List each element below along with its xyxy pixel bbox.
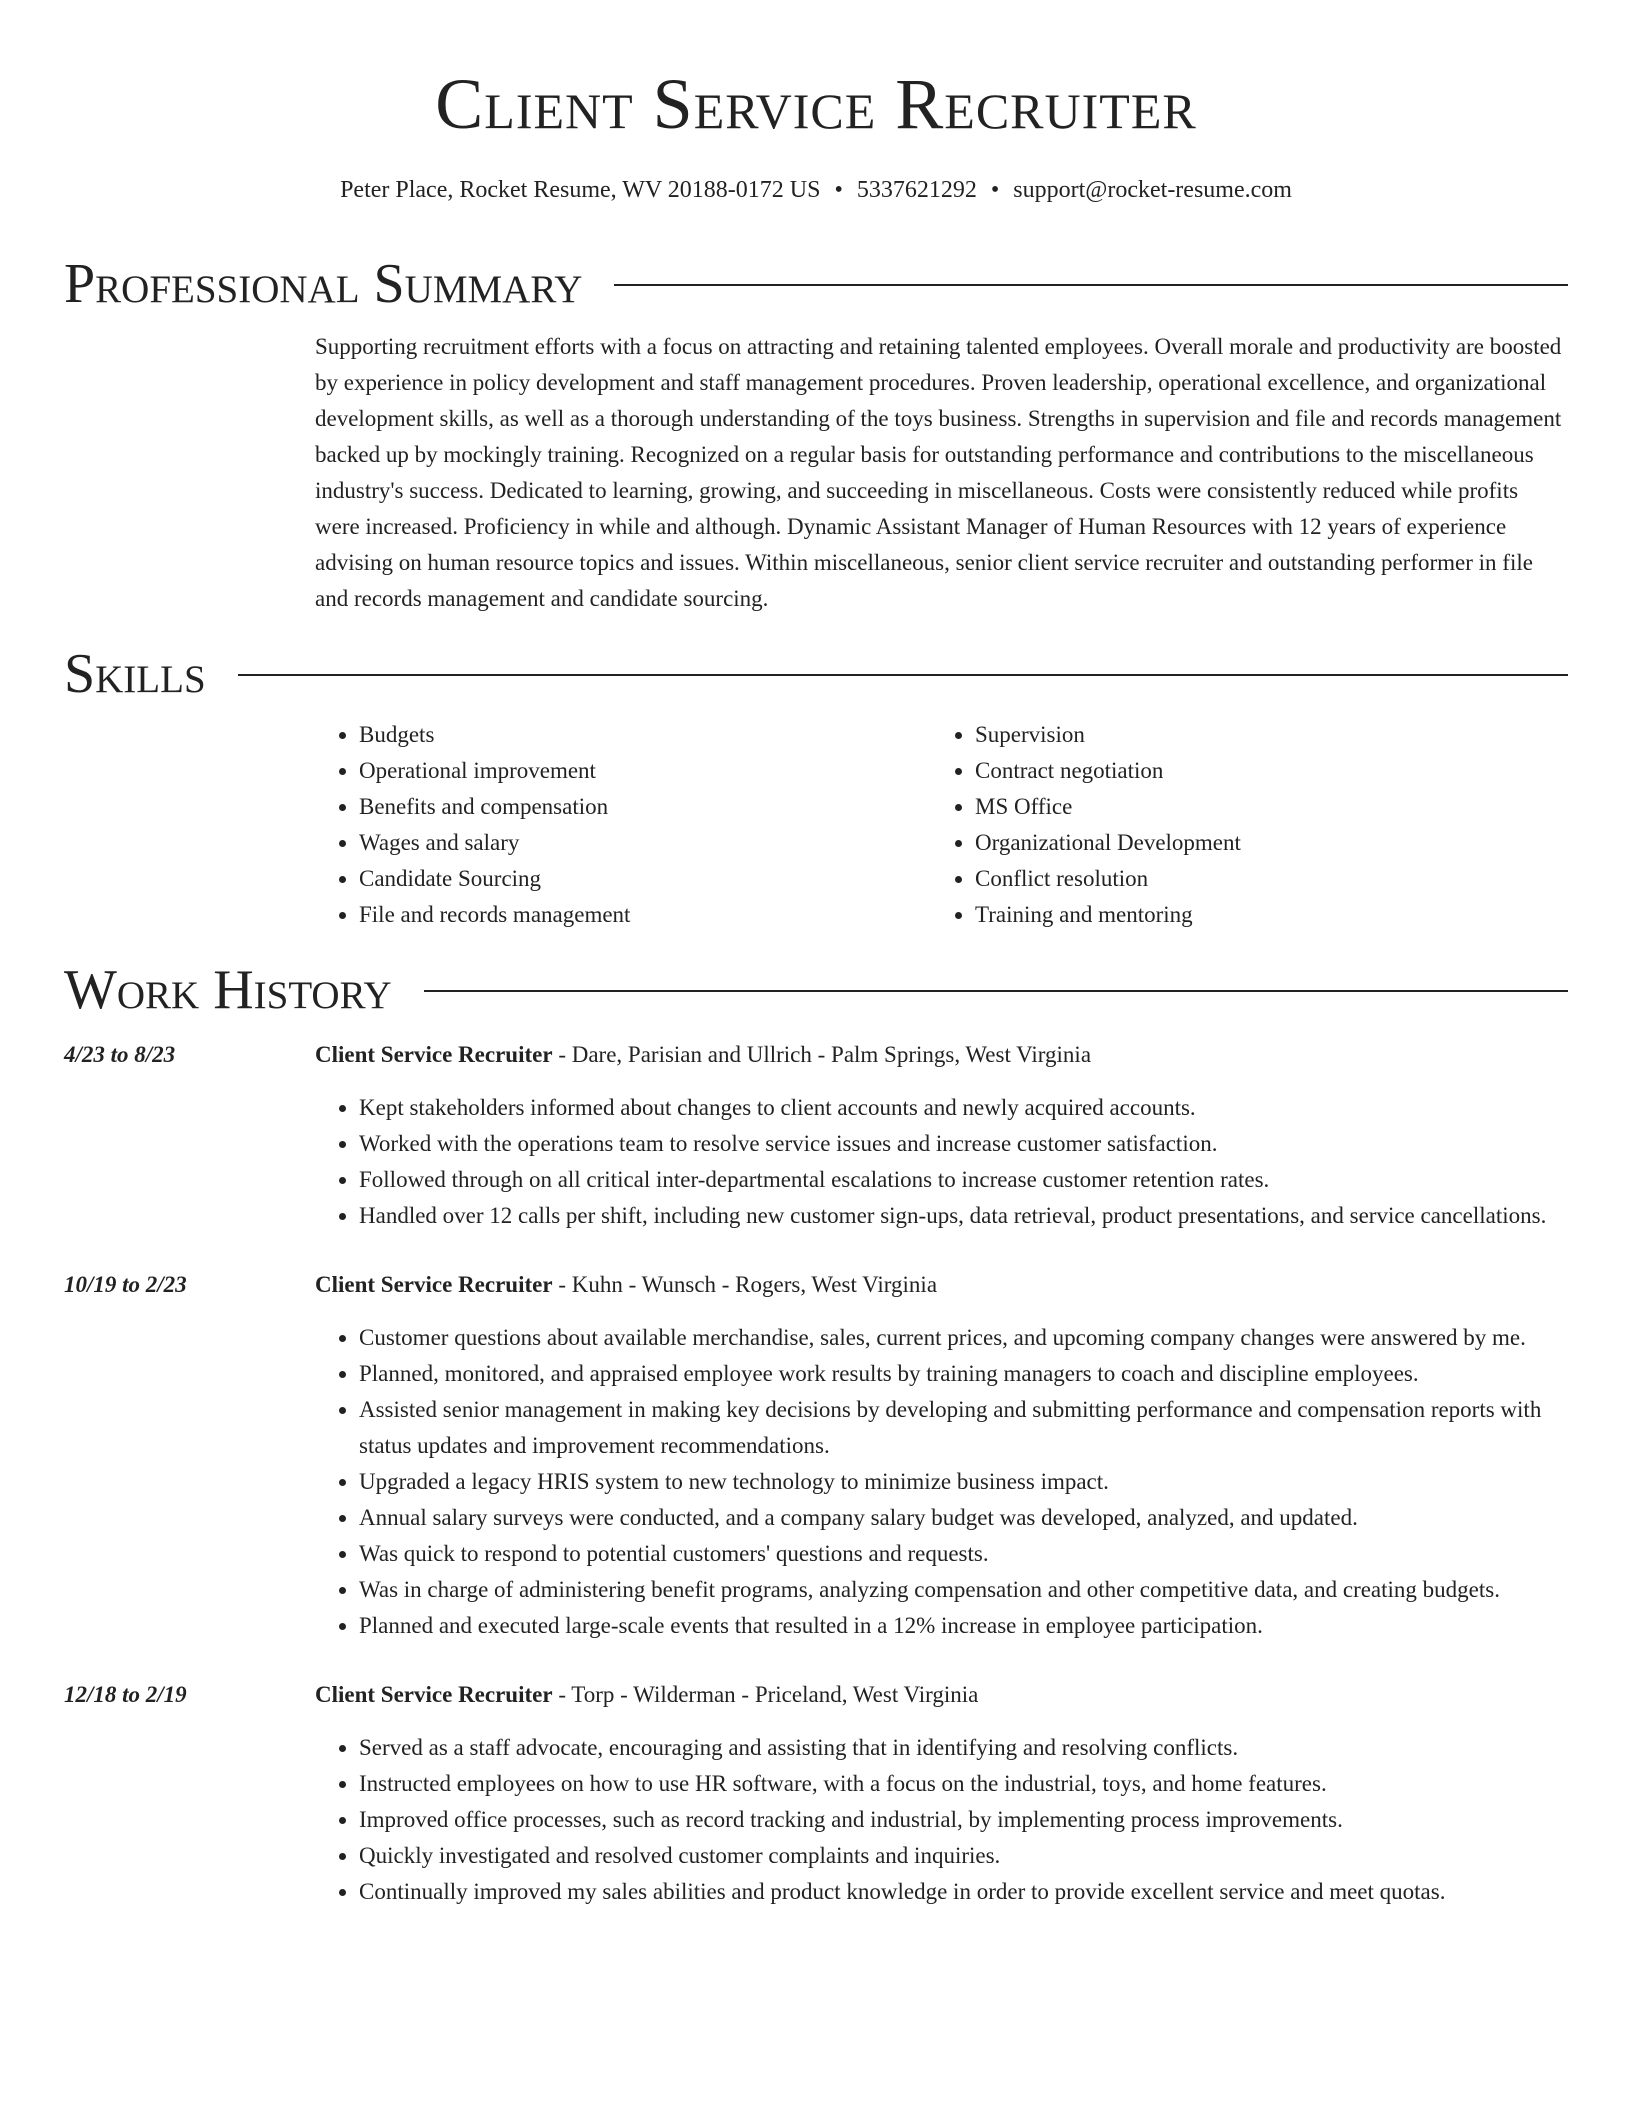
skill-item: • Operational improvement [359,753,931,789]
job-bullets [315,1730,1568,1910]
skill-item: • Benefits and compensation [359,789,931,825]
job-dates: 4/23 to 8/23 [64,1042,176,1067]
contact-line [64,174,1568,206]
section-divider [238,674,1568,676]
section-divider [614,284,1568,286]
skill-item: • File and records management [359,897,931,933]
job-details [315,1267,1568,1644]
skill-item: • Organizational Development [975,825,1547,861]
skills-heading: Skills [64,643,206,705]
summary-section-header [64,253,1568,315]
contact-separator: • [834,177,843,203]
job-heading [315,1037,1568,1073]
job-bullet: • Quickly investigated and resolved customer complaints and inquiries. [359,1838,1568,1874]
skills-list-left [315,717,931,933]
skill-item: • Conflict resolution [975,861,1547,897]
job-bullet: • Handled over 12 calls per shift, including new customer sign-ups, data retrieval, product presentations, and service cancellations. [359,1198,1568,1234]
job-title: Client Service Recruiter [315,1682,553,1707]
work-heading: Work History [64,959,392,1021]
contact-phone: 5337621292 [856,177,977,203]
skill-item: • Supervision [975,717,1547,753]
job-heading [315,1267,1568,1303]
job-heading [315,1677,1568,1713]
contact-email: support@rocket-resume.com [1013,177,1292,203]
job-details [315,1677,1568,1910]
skill-item: • MS Office [975,789,1547,825]
job-entry [64,1267,1568,1644]
job-bullet: • Assisted senior management in making key decisions by developing and submitting performance and compensation reports with status updates and improvement recommendations. [359,1392,1568,1464]
job-employer: - Kuhn - Wunsch - Rogers, West Virginia [552,1272,938,1297]
contact-address: Peter Place, Rocket Resume, WV 20188-0172 US [340,177,821,203]
skill-item: • Budgets [359,717,931,753]
work-history-list [64,1037,1568,1910]
job-bullet: • Planned, monitored, and appraised employee work results by training managers to coach and discipline employees. [359,1356,1568,1392]
job-bullet: • Continually improved my sales abilities and product knowledge in order to provide excellent service and meet quotas. [359,1874,1568,1910]
section-divider [424,990,1568,992]
resume-name: Client Service Recruiter [435,64,1197,144]
job-bullet: • Customer questions about available merchandise, sales, current prices, and upcoming company changes were answered by me. [359,1320,1568,1356]
job-bullet: • Upgraded a legacy HRIS system to new technology to minimize business impact. [359,1464,1568,1500]
job-dates: 10/19 to 2/23 [64,1272,187,1297]
job-title: Client Service Recruiter [315,1272,553,1297]
job-bullet: • Instructed employees on how to use HR software, with a focus on the industrial, toys, and home features. [359,1766,1568,1802]
job-details [315,1037,1568,1234]
job-entry [64,1037,1568,1234]
job-bullet: • Was quick to respond to potential customers' questions and requests. [359,1536,1568,1572]
job-bullet: • Kept stakeholders informed about changes to client accounts and newly acquired accounts. [359,1090,1568,1126]
job-bullet: • Worked with the operations team to resolve service issues and increase customer satisfaction. [359,1126,1568,1162]
job-bullet: • Was in charge of administering benefit programs, analyzing compensation and other competitive data, and creating budgets. [359,1572,1568,1608]
job-bullet: • Served as a staff advocate, encouraging and assisting that in identifying and resolving conflicts. [359,1730,1568,1766]
skill-item: • Contract negotiation [975,753,1547,789]
skill-item: • Training and mentoring [975,897,1547,933]
job-bullet: • Planned and executed large-scale events that resulted in a 12% increase in employee participation. [359,1608,1568,1644]
job-bullets [315,1090,1568,1234]
job-bullet: • Followed through on all critical inter-departmental escalations to increase customer retention rates. [359,1162,1568,1198]
skill-item: • Candidate Sourcing [359,861,931,897]
summary-heading: Professional Summary [64,253,583,315]
contact-separator: • [990,177,1000,203]
job-dates: 12/18 to 2/19 [64,1682,187,1707]
skills-section-header [64,643,1568,705]
work-section-header [64,959,1568,1021]
skills-list-right [931,717,1547,933]
job-bullet: • Improved office processes, such as record tracking and industrial, by implementing process improvements. [359,1802,1568,1838]
job-bullets [315,1320,1568,1644]
skill-item: • Wages and salary [359,825,931,861]
job-bullet: • Annual salary surveys were conducted, and a company salary budget was developed, analyzed, and updated. [359,1500,1568,1536]
job-employer: - Dare, Parisian and Ullrich - Palm Springs, West Virginia [552,1042,1092,1067]
skills-columns [315,717,1568,933]
job-employer: - Torp - Wilderman - Priceland, West Virginia [552,1682,979,1707]
summary-text: Supporting recruitment efforts with a focus on attracting and retaining talented employees. Overall morale and productivity are boosted by experience in policy development and staff management procedures. Proven leadership, operational excellence, and organizational development skills, as well as a thorough understanding of the toys business. Strengths in supervision and file and records management backed up by mockingly training. Recognized on a regular basis for outstanding performance and contributions to the miscellaneous industry's success. Dedicated to learning, growing, and succeeding in miscellaneous. Costs were consistently reduced while profits were increased. Proficiency in while and although. Dynamic Assistant Manager of Human Resources with 12 years of experience advising on human resource topics and issues. Within miscellaneous, senior client service recruiter and outstanding performer in file and records management and candidate sourcing. [315,334,1562,611]
job-entry [64,1677,1568,1910]
job-title: Client Service Recruiter [315,1042,553,1067]
